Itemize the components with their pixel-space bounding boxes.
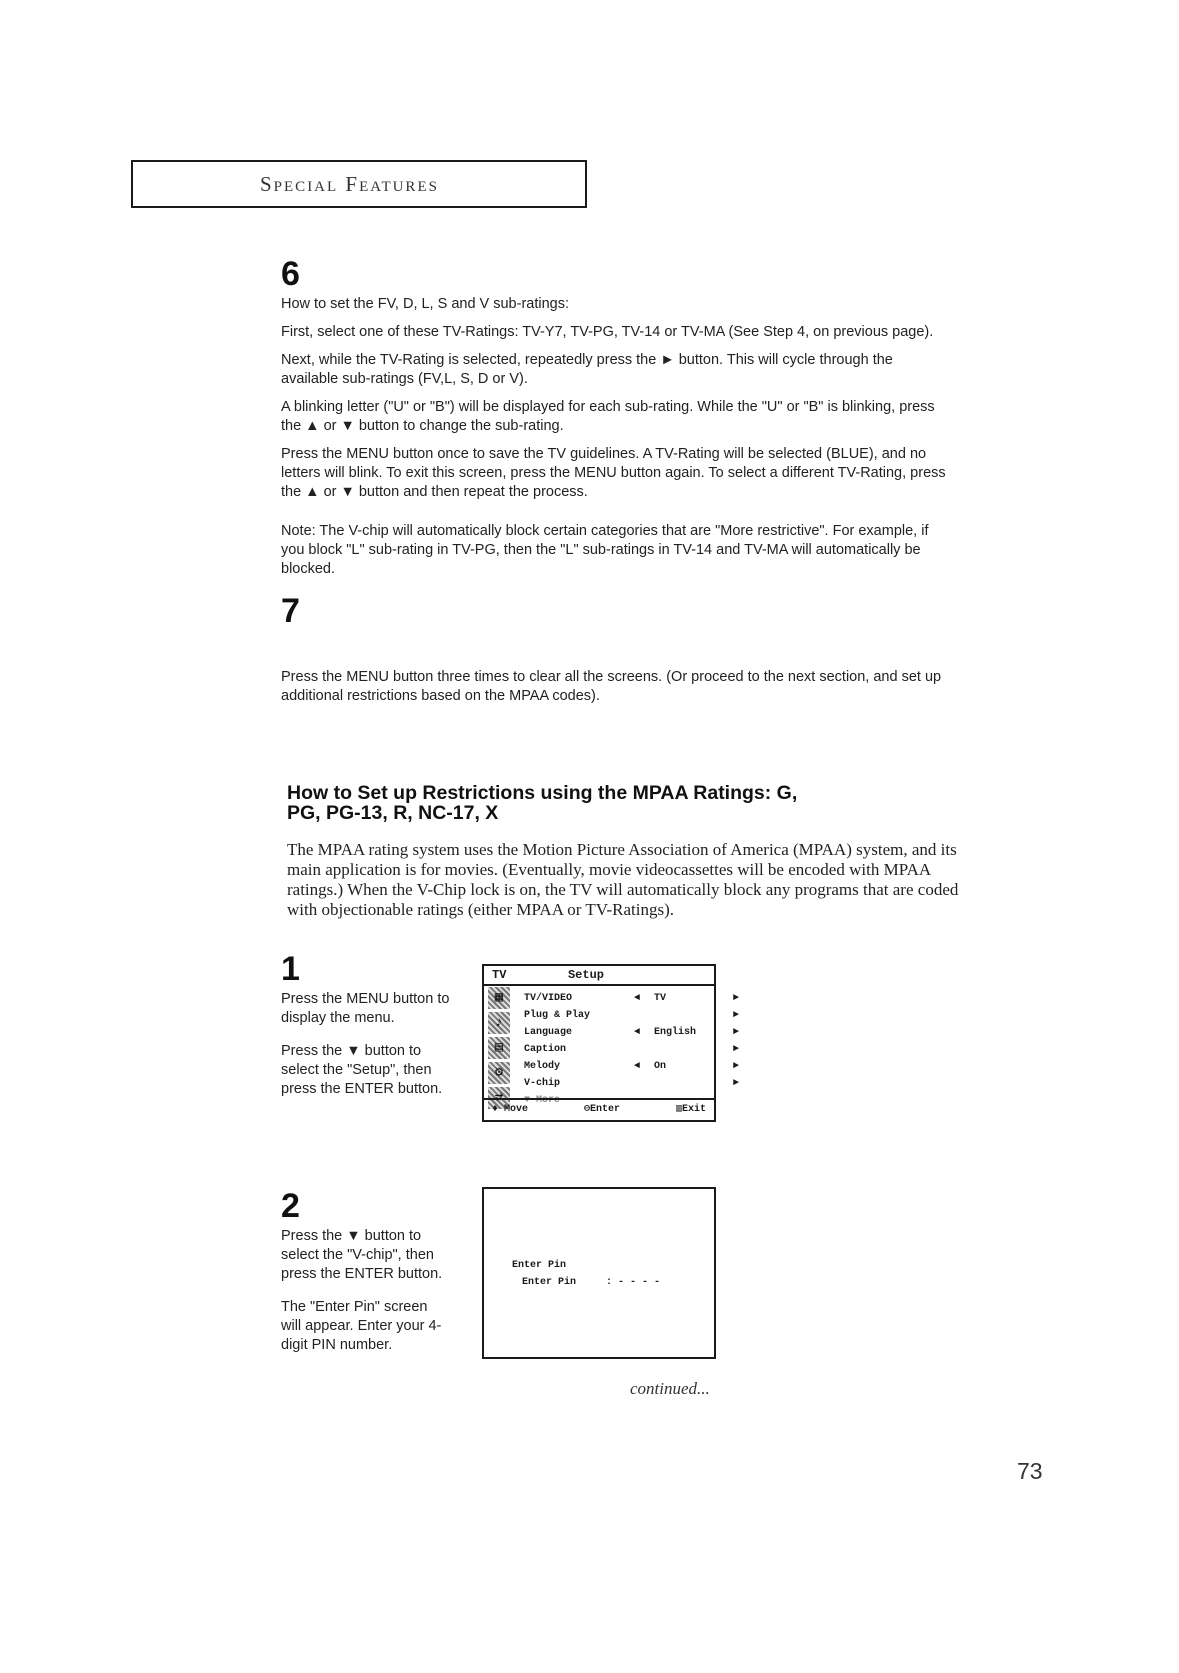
menu-item-melody[interactable] xyxy=(524,1058,749,1075)
right-arrow-icon: ► xyxy=(732,1027,739,1038)
menu-item-value: On xyxy=(654,1061,667,1072)
exit-hint-label: Exit xyxy=(681,1104,706,1115)
section-intro: The MPAA rating system uses the Motion Picture Association of America (MPAA) system, and its main application is for movies. (Eventually, movie videocassettes will be encoded with MPAA ratings.) When the V-Chip lock is on, the TV will automatically block any programs that are coded with objectionable ratings (either MPAA or TV-Ratings). xyxy=(287,840,959,919)
menu-item-caption[interactable] xyxy=(524,1041,749,1058)
left-arrow-icon xyxy=(634,1041,654,1058)
step-6-text xyxy=(281,295,946,588)
setup-icon[interactable]: ⚙ xyxy=(488,1062,510,1084)
step-7-paragraph: Press the MENU button three times to clear all the screens. (Or proceed to the next section, and set up additional restrictions based on the MPAA codes). xyxy=(281,669,942,704)
section-heading: How to Set up Restrictions using the MPAA Ratings: G, PG, PG-13, R, NC-17, X xyxy=(287,782,798,824)
menu-item-label: TV/VIDEO xyxy=(524,993,573,1004)
menu-item-tv-video[interactable] xyxy=(524,990,749,1007)
section-header xyxy=(131,160,587,208)
section-header-title: Special Features xyxy=(260,172,439,196)
input-icon[interactable]: ⇄ xyxy=(488,1087,510,1109)
menu-item-value: TV xyxy=(654,993,667,1004)
step-6-paragraph: How to set the FV, D, L, S and V sub-ratings: xyxy=(281,296,569,312)
menu-item-value xyxy=(654,1075,724,1092)
step-1-paragraph: Press the ▼ button to select the "Setup", then press the ENTER button. xyxy=(281,1043,443,1097)
sound-icon[interactable]: ♪ xyxy=(488,1012,510,1034)
step-1-paragraph: Press the MENU button to display the menu. xyxy=(281,991,450,1026)
step-7-number: 7 xyxy=(281,592,300,630)
exit-icon: ▥ xyxy=(675,1104,682,1115)
menu-item-label: Melody xyxy=(524,1061,561,1072)
step-6-paragraph: First, select one of these TV-Ratings: TV-Y7, TV-PG, TV-14 or TV-MA (See Step 4, on previous page). xyxy=(281,324,934,340)
menu-item-label: V-chip xyxy=(524,1078,561,1089)
step-2-text xyxy=(281,1227,451,1361)
right-arrow-icon: ► xyxy=(732,1078,739,1089)
step-6-note: Note: The V-chip will automatically block certain categories that are "More restrictive". For example, if you block "L" sub-rating in TV-PG, then the "L" sub-ratings in TV-14 and TV-MA will automatically be blocked. xyxy=(281,523,929,577)
pin-content xyxy=(512,1257,660,1291)
right-arrow-icon xyxy=(724,1092,739,1109)
pin-screen-title: Enter Pin xyxy=(512,1260,567,1271)
picture-icon[interactable]: ▦ xyxy=(488,987,510,1009)
menu-item-label: Plug & Play xyxy=(524,1010,591,1021)
exit-hint xyxy=(676,1100,706,1120)
step-2-number: 2 xyxy=(281,1187,300,1225)
left-arrow-icon: ◄ xyxy=(634,1027,641,1038)
pin-entry-row[interactable] xyxy=(512,1274,660,1291)
menu-side-icons xyxy=(484,984,514,1112)
right-arrow-icon: ► xyxy=(732,1044,739,1055)
channel-icon[interactable]: ▤ xyxy=(488,1037,510,1059)
step-7-text xyxy=(281,668,946,715)
menu-item-language[interactable] xyxy=(524,1024,749,1041)
left-arrow-icon xyxy=(634,1007,654,1024)
step-6-number: 6 xyxy=(281,255,300,293)
left-arrow-icon xyxy=(634,1075,654,1092)
right-arrow-icon: ► xyxy=(732,1061,739,1072)
menu-item-value xyxy=(654,1041,724,1058)
enter-hint xyxy=(584,1100,620,1120)
move-hint: ♦ Move xyxy=(492,1104,529,1115)
left-arrow-icon: ◄ xyxy=(634,1061,641,1072)
menu-item-label: Caption xyxy=(524,1044,567,1055)
step-6-paragraph: A blinking letter ("U" or "B") will be displayed for each sub-rating. While the "U" or "B" is blinking, press the ▲ or ▼ button to change the sub-rating. xyxy=(281,399,935,434)
step-1-text xyxy=(281,990,451,1105)
menu-item-v-chip[interactable] xyxy=(524,1075,749,1092)
menu-item-label: ▼ More xyxy=(524,1095,561,1106)
step-6-paragraph: Press the MENU button once to save the TV guidelines. A TV-Rating will be selected (BLUE), and no letters will blink. To exit this screen, press the MENU button again. To select a different TV-Rating, press the ▲ or ▼ button and then repeat the process. xyxy=(281,446,946,500)
left-arrow-icon: ◄ xyxy=(634,993,641,1004)
step-1-number: 1 xyxy=(281,950,300,988)
menu-item-label: Language xyxy=(524,1027,573,1038)
step-6-paragraph: Next, while the TV-Rating is selected, repeatedly press the ► button. This will cycle through the available sub-ratings (FV,L, S, D or V). xyxy=(281,352,893,387)
enter-hint-label: Enter xyxy=(589,1104,620,1115)
menu-mode-label: TV xyxy=(492,968,507,982)
page-number: 73 xyxy=(1017,1458,1043,1484)
menu-item-value xyxy=(654,1007,724,1024)
continued-note: continued... xyxy=(630,1379,710,1398)
enter-pin-screen xyxy=(482,1187,716,1359)
step-2-paragraph: Press the ▼ button to select the "V-chip", then press the ENTER button. xyxy=(281,1228,443,1282)
right-arrow-icon: ► xyxy=(732,1010,739,1021)
menu-footer xyxy=(484,1098,714,1120)
enter-icon: ⊖ xyxy=(583,1104,590,1115)
menu-title-bar xyxy=(484,966,714,986)
menu-items xyxy=(524,990,749,1109)
right-arrow-icon: ► xyxy=(732,993,739,1004)
menu-item-plug-and-play[interactable] xyxy=(524,1007,749,1024)
menu-item-value: English xyxy=(654,1027,697,1038)
pin-entry-label: Enter Pin xyxy=(522,1277,577,1288)
step-2-paragraph: The "Enter Pin" screen will appear. Enter your 4-digit PIN number. xyxy=(281,1299,442,1353)
pin-entry-value: : - - - - xyxy=(606,1277,661,1288)
setup-menu-screen xyxy=(482,964,739,1122)
menu-title: Setup xyxy=(567,968,604,982)
